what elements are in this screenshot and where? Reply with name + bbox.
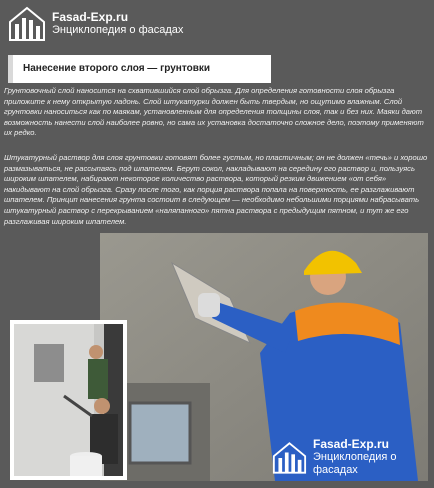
article-paragraph-1: Грунтовочный слой наносится на схватившийся слой обрызга. Для определения готовности слоя обрызга приложите к нему открытую ладонь. Слой штукатурки должен быть твердым, но ощутимо влажным. Слой грунтовки наноситься как по маякам, установленным для определения толщины слоя, так и без них. Маяки дают возможность нанести слой наиболее ровно, но сама их установка достаточно сложное дело, поэтому применяют их редко. <box>4 86 424 138</box>
site-name: Fasad-Exp.ru <box>52 10 129 24</box>
site-logo-top[interactable] <box>8 6 183 42</box>
house-logo-icon <box>272 440 307 476</box>
house-logo-icon <box>8 6 46 42</box>
site-tagline: Энциклопедия о фасадах <box>52 24 184 36</box>
site-logo-bottom[interactable] <box>272 438 434 477</box>
article-paragraph-2: Штукатурный раствор для слоя грунтовки готовят более густым, но пластичным; он не должен «течь» и хорошо размазываться, не рассыпаясь под шпателем. Берут сокол, накладывают на середину его раствор и, пользуясь широким шпателем, набирают некоторое количество раствора, который резким движением «от себя» накидывают на слой обрызга. Сразу после того, как порция раствора попала на поверхность, ее разглаживают шпателем. Принцип нанесения грунта состоит в следующем — необходимо небольшими порциями набрасывать штукатурный раствор с перекрыванием «наляпанного» пятна раствора с предыдущим пятном, и тут же его разглаживая широким шпателем. <box>4 153 428 226</box>
article-title: Нанесение второго слоя — грунтовки <box>23 63 210 74</box>
site-tagline: Энциклопедия о фасадах <box>312 451 397 476</box>
article-title-bar <box>8 55 271 83</box>
two-workers-photo <box>10 320 127 480</box>
site-name: Fasad-Exp.ru <box>312 437 390 451</box>
